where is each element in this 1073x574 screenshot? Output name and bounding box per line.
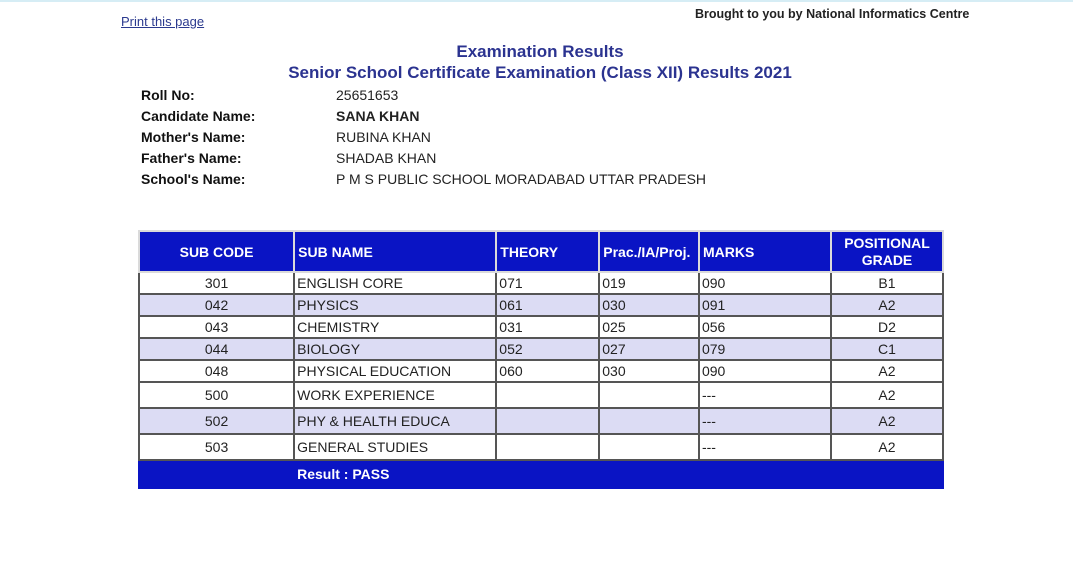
school-name-value: P M S PUBLIC SCHOOL MORADABAD UTTAR PRADESH [336,171,707,187]
cell-grade: B1 [831,272,943,294]
cell-marks: 079 [699,338,831,360]
header-prac: Prac./IA/Proj. [599,231,699,272]
cell-prac [599,408,699,434]
cell-sub-code: 502 [139,408,294,434]
cell-marks: 091 [699,294,831,316]
result-value: PASS [352,466,390,482]
table-row [139,434,943,460]
table-header-row [139,231,943,272]
cell-sub-name: CHEMISTRY [294,316,496,338]
header-marks: MARKS [699,231,831,272]
cell-sub-code: 503 [139,434,294,460]
cell-marks: 090 [699,272,831,294]
cell-marks: 056 [699,316,831,338]
table-row [139,408,943,434]
father-name-label: Father's Name: [141,150,242,166]
cell-marks: --- [699,408,831,434]
print-page-link[interactable]: Print this page [121,14,205,29]
result-row [139,460,943,488]
header-grade-line1: POSITIONAL [844,234,930,251]
cell-sub-name: GENERAL STUDIES [294,434,496,460]
mother-name-value: RUBINA KHAN [336,129,431,145]
cell-sub-name: WORK EXPERIENCE [294,382,496,408]
cell-sub-code: 044 [139,338,294,360]
cell-sub-name: PHYSICS [294,294,496,316]
cell-grade: A2 [831,382,943,408]
cell-sub-code: 500 [139,382,294,408]
result-cell [294,460,943,488]
header-sub-name: SUB NAME [294,231,496,272]
cell-sub-name: ENGLISH CORE [294,272,496,294]
cell-theory: 061 [496,294,599,316]
header-positional-grade [831,231,943,272]
cell-sub-code: 042 [139,294,294,316]
roll-label: Roll No: [141,87,195,103]
cell-prac: 027 [599,338,699,360]
candidate-name-value: SANA KHAN [336,108,420,124]
cell-grade: A2 [831,408,943,434]
cell-marks: --- [699,382,831,408]
cell-theory: 031 [496,316,599,338]
cell-grade: C1 [831,338,943,360]
top-border-line [0,0,1073,2]
cell-sub-name: PHYSICAL EDUCATION [294,360,496,382]
cell-theory [496,408,599,434]
table-row [139,272,943,294]
table-row [139,382,943,408]
results-table [138,230,944,489]
cell-sub-name: BIOLOGY [294,338,496,360]
header-grade-line2: GRADE [861,251,913,268]
cell-theory: 060 [496,360,599,382]
school-name-label: School's Name: [141,171,246,187]
cell-theory: 052 [496,338,599,360]
cell-prac: 030 [599,294,699,316]
page-subtitle: Senior School Certificate Examination (Class XII) Results 2021 [288,63,792,82]
cell-grade: A2 [831,360,943,382]
cell-marks: 090 [699,360,831,382]
header-sub-code: SUB CODE [139,231,294,272]
cell-sub-name: PHY & HEALTH EDUCA [294,408,496,434]
cell-theory [496,382,599,408]
cell-grade: A2 [831,434,943,460]
cell-grade: A2 [831,294,943,316]
cell-prac: 019 [599,272,699,294]
roll-value: 25651653 [336,87,399,103]
result-spacer [139,460,294,488]
cell-prac: 030 [599,360,699,382]
mother-name-label: Mother's Name: [141,129,246,145]
table-row [139,294,943,316]
result-label: Result : [297,466,349,482]
table-row [139,316,943,338]
cell-prac [599,382,699,408]
cell-grade: D2 [831,316,943,338]
cell-theory [496,434,599,460]
page-title: Examination Results [456,42,624,61]
father-name-value: SHADAB KHAN [336,150,437,166]
cell-sub-code: 048 [139,360,294,382]
header-theory: THEORY [496,231,599,272]
cell-sub-code: 043 [139,316,294,338]
cell-prac [599,434,699,460]
candidate-name-label: Candidate Name: [141,108,256,124]
cell-marks: --- [699,434,831,460]
table-row [139,338,943,360]
cell-prac: 025 [599,316,699,338]
cell-theory: 071 [496,272,599,294]
table-row [139,360,943,382]
cell-sub-code: 301 [139,272,294,294]
provider-credit: Brought to you by National Informatics Centre [695,7,970,21]
